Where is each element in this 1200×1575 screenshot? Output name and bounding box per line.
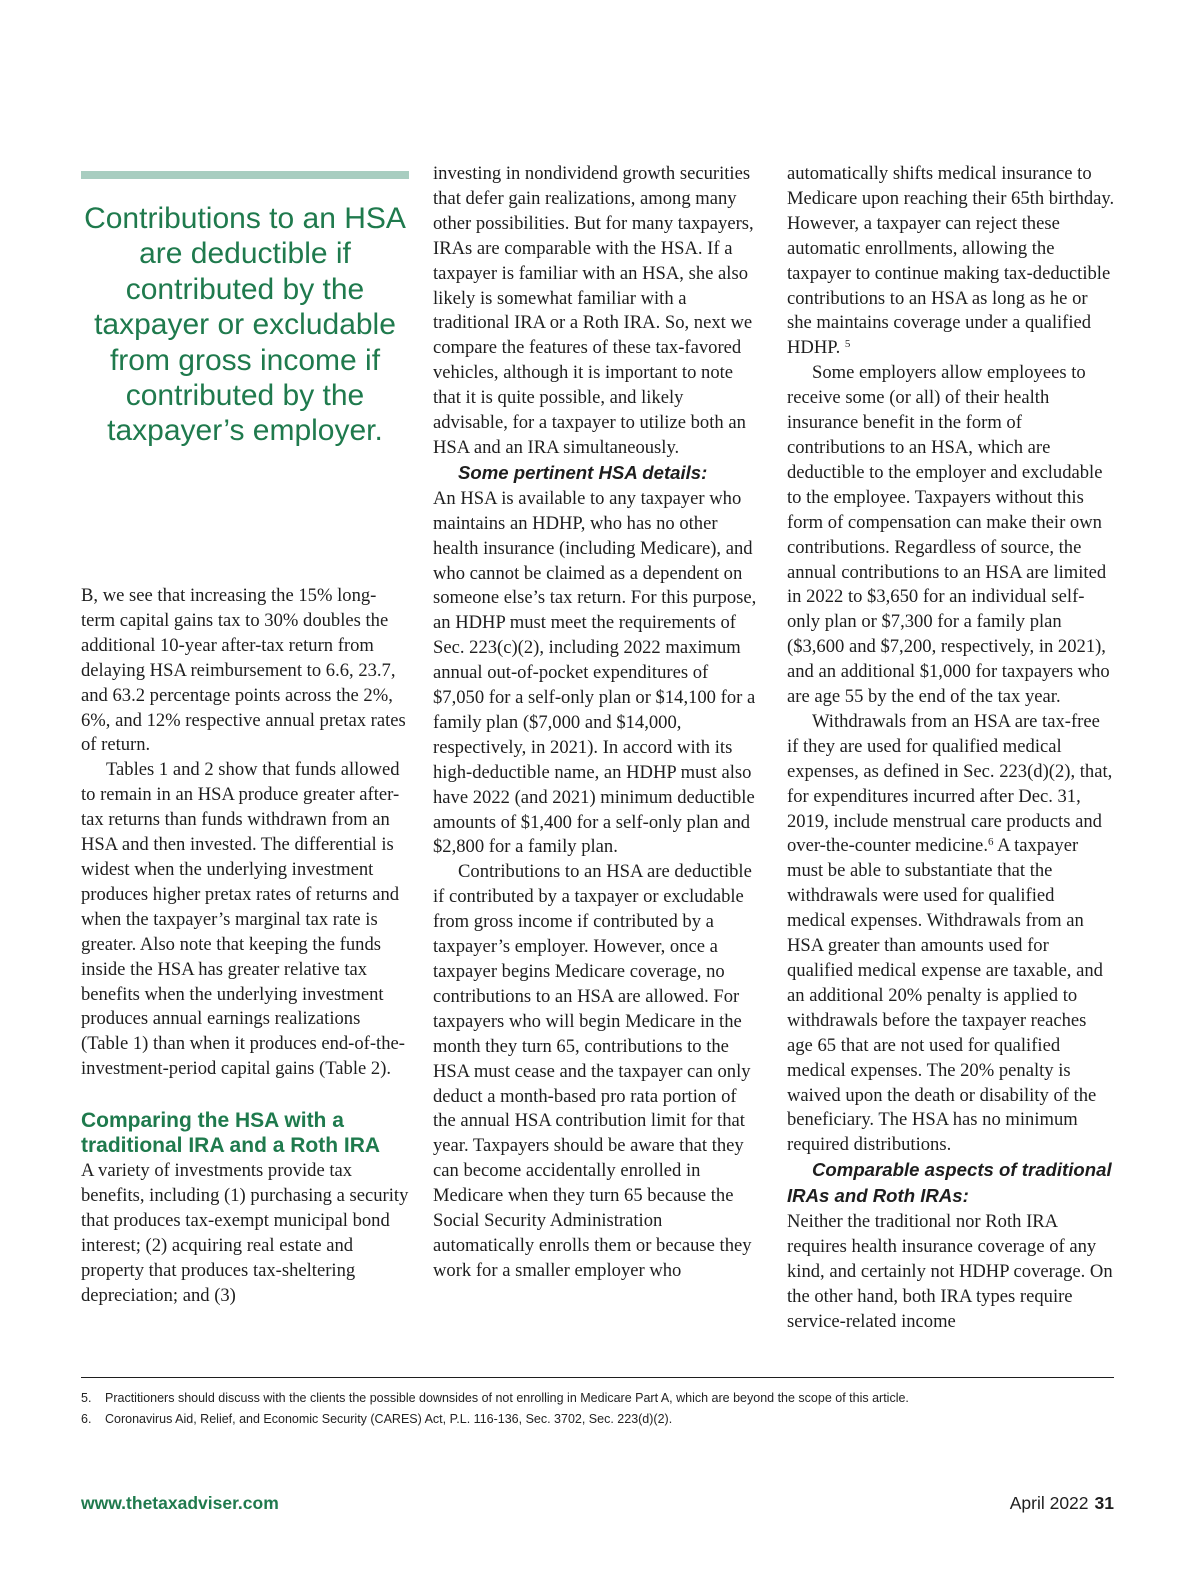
paragraph-text: Withdrawals from an HSA are tax-free if they are used for qualified medical expenses, as defined in Sec. 223(d)(2), that, for expenditures incurred after Dec. 31, 2019, include menstrual care products and over-the-counter medicine. (787, 710, 1113, 857)
paragraph-text: A taxpayer must be able to substantiate that the withdrawals were used for qualified medical expenses. Withdrawals from an HSA greater than amounts used for qualified medical expense are taxable, and an additional 20% penalty is applied to withdrawals before the taxpayer reaches age 65 that are not used for qualified medical expenses. The 20% penalty is waived upon the death or disability of the beneficiary. The HSA has no minimum required distributions. (787, 835, 1103, 1156)
paragraph-text: automatically shifts medical insurance to Medicare upon reaching their 65th birthday. However, a taxpayer can reject these automatic enrollments, allowing the taxpayer to continue making tax-deductible contributions to an HSA as long as he or she maintains coverage under a qualified HDHP. (787, 163, 1115, 359)
paragraph: Contributions to an HSA are deductible if contributed by a taxpayer or excludable from gross income if contributed by a taxpayer’s employer. However, once a taxpayer begins Medicare coverage, no contributions to an HSA are allowed. For taxpayers who will begin Medicare in the month they turn 65, contributions to the HSA must cease and the taxpayer can only deduct a month-based pro rata portion of the annual HSA contribution limit for that year. Taxpayers should be aware that they can become accidentally enrolled in Medicare when they turn 65 because the Social Security Administration automatically enrolls them or because they work for a smaller employer who (433, 861, 752, 1281)
footnote-number: 5. (81, 1391, 92, 1405)
paragraph: investing in nondividend growth securities that defer gain realizations, among many other possibilities. But for many taxpayers, IRAs are comparable with the HSA. If a taxpayer is familiar with an HSA, she also likely is somewhat familiar with a traditional IRA or a Roth IRA. So, next we compare the features of these tax-favored vehicles, although it is important to note that it is quite possible, and likely advisable, for a taxpayer to utilize both an HSA and an IRA simultaneously. (433, 163, 754, 458)
column-3 (787, 162, 1115, 1335)
footnote (81, 1409, 1114, 1430)
footnote-rule (81, 1377, 1114, 1378)
paragraph: Tables 1 and 2 show that funds allowed to remain in an HSA produce greater after-tax returns than funds withdrawn from an HSA and then invested. The differential is widest when the underlying investment produces higher pretax rates of returns and when the taxpayer’s marginal tax rate is greater. Also note that keeping the funds inside the HSA has greater relative tax benefits when the underlying investment produces annual earnings realizations (Table 1) than when it produces end-of-the-investment-period capital gains (Table 2). (81, 759, 405, 1080)
runin-heading: Some pertinent HSA details: (458, 461, 708, 483)
page-number: 31 (1094, 1493, 1114, 1513)
footer-issue (1010, 1493, 1114, 1514)
footnote-text: Practitioners should discuss with the clients the possible downsides of not enrolling in Medicare Part A, which are beyond the scope of this article. (105, 1391, 909, 1405)
footnote-text: Coronavirus Aid, Relief, and Economic Security (CARES) Act, P.L. 116-136, Sec. 3702, Sec. 223(d)(2). (105, 1412, 673, 1426)
pullquote-rule (81, 171, 409, 179)
footnote-ref: 6 (987, 836, 994, 849)
footnote (81, 1388, 1114, 1409)
footnotes (81, 1388, 1114, 1430)
paragraph (787, 162, 1115, 361)
paragraph: Neither the traditional nor Roth IRA requires health insurance coverage of any kind, and certainly not HDHP coverage. On the other hand, both IRA types require service-related income (787, 1211, 1113, 1332)
section-heading: Comparing the HSA with a traditional IRA and a Roth IRA (81, 1109, 381, 1158)
paragraph (787, 710, 1115, 1158)
runin-heading-block (787, 1158, 1115, 1210)
pullquote: Contributions to an HSA are deductible if contributed by the taxpayer or excludable from gross income if contributed by the taxpayer’s employer. (84, 202, 406, 448)
paragraph: Some employers allow employees to receive some (or all) of their health insurance benefit in the form of contributions to an HSA, which are deductible to the employer and excludable to the employee. Taxpayers without this form of compensation can make their own contributions. Regardless of source, the annual contributions to an HSA are limited in 2022 to $3,650 for an individual self-only plan or $7,300 for a family plan ($3,600 and $7,200, respectively, in 2021), and an additional $1,000 for taxpayers who are age 55 by the end of the tax year. (787, 362, 1110, 708)
paragraph: A variety of investments provide tax benefits, including (1) purchasing a security that produces tax-exempt municipal bond interest; (2) acquiring real estate and property that produces tax-sheltering depreciation; and (3) (81, 1160, 409, 1306)
paragraph: B, we see that increasing the 15% long-term capital gains tax to 30% doubles the additional 10-year after-tax return from delaying HSA reimbursement to 6.6, 23.7, and 63.2 percentage points across the 2%, 6%, and 12% respective annual pretax rates of return. (81, 585, 406, 756)
footnote-number: 6. (81, 1412, 92, 1426)
paragraph: An HSA is available to any taxpayer who maintains an HDHP, who has no other health insurance (including Medicare), and who cannot be claimed as a dependent on someone else’s tax return. For this purpose, an HDHP must meet the requirements of Sec. 223(c)(2), including 2022 maximum annual out-of-pocket expenditures of $7,050 for a self-only plan or $14,100 for a family plan ($7,000 and $14,000, respectively, in 2021). In accord with its high-deductible name, an HDHP must also have 2022 (and 2021) minimum deductible amounts of $1,400 for a self-only plan and $2,800 for a family plan. (433, 487, 757, 858)
runin-heading-block (433, 461, 760, 487)
footnote-ref: 5 (844, 338, 851, 351)
footer-website: www.thetaxadviser.com (81, 1493, 279, 1513)
issue-date: April 2022 (1009, 1493, 1089, 1513)
runin-heading: Comparable aspects of traditional IRAs and Roth IRAs: (787, 1159, 1112, 1207)
column-2 (433, 162, 760, 1284)
